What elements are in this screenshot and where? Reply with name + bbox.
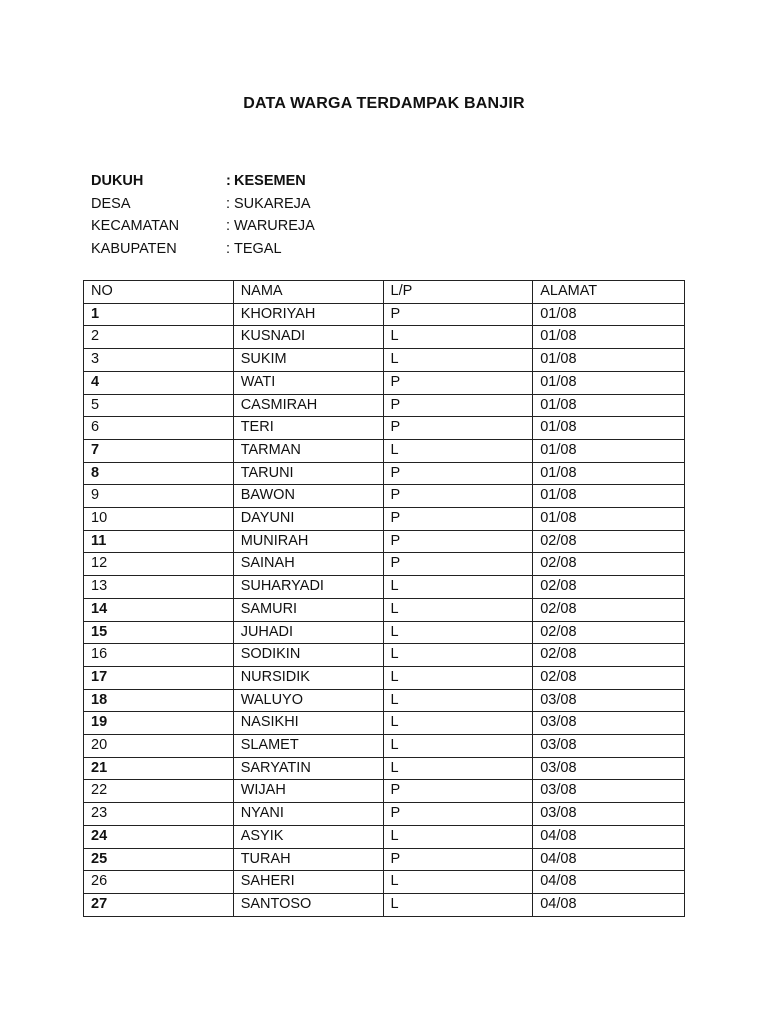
cell-no: 1	[84, 303, 234, 326]
cell-no: 18	[84, 689, 234, 712]
info-separator: :	[226, 218, 231, 234]
cell-alamat: 03/08	[533, 803, 685, 826]
info-row	[91, 215, 315, 238]
header-nama: NAMA	[233, 281, 383, 304]
header-no: NO	[84, 281, 234, 304]
cell-nama: DAYUNI	[233, 508, 383, 531]
cell-no: 5	[84, 394, 234, 417]
cell-lp: P	[383, 508, 533, 531]
cell-lp: L	[383, 349, 533, 372]
cell-alamat: 01/08	[533, 303, 685, 326]
cell-no: 22	[84, 780, 234, 803]
cell-alamat: 01/08	[533, 508, 685, 531]
header-lp: L/P	[383, 281, 533, 304]
cell-lp: P	[383, 394, 533, 417]
cell-nama: SARYATIN	[233, 757, 383, 780]
table-row	[84, 825, 685, 848]
table-row	[84, 530, 685, 553]
cell-nama: SLAMET	[233, 735, 383, 758]
cell-nama: JUHADI	[233, 621, 383, 644]
cell-nama: KHORIYAH	[233, 303, 383, 326]
cell-no: 20	[84, 735, 234, 758]
cell-nama: SUHARYADI	[233, 576, 383, 599]
cell-lp: L	[383, 439, 533, 462]
cell-nama: WIJAH	[233, 780, 383, 803]
cell-alamat: 02/08	[533, 553, 685, 576]
table-row	[84, 712, 685, 735]
cell-alamat: 04/08	[533, 893, 685, 916]
cell-lp: L	[383, 598, 533, 621]
cell-lp: L	[383, 326, 533, 349]
info-value: SUKAREJA	[234, 195, 311, 212]
cell-nama: ASYIK	[233, 825, 383, 848]
table-row	[84, 757, 685, 780]
cell-nama: MUNIRAH	[233, 530, 383, 553]
cell-no: 8	[84, 462, 234, 485]
info-value: TEGAL	[234, 240, 282, 257]
cell-alamat: 03/08	[533, 712, 685, 735]
info-row	[91, 193, 315, 216]
cell-lp: L	[383, 644, 533, 667]
cell-no: 15	[84, 621, 234, 644]
cell-lp: P	[383, 462, 533, 485]
info-label: DUKUH	[91, 173, 144, 189]
cell-lp: L	[383, 712, 533, 735]
cell-alamat: 02/08	[533, 576, 685, 599]
cell-alamat: 04/08	[533, 871, 685, 894]
cell-no: 7	[84, 439, 234, 462]
cell-lp: L	[383, 689, 533, 712]
cell-lp: P	[383, 780, 533, 803]
table-row	[84, 871, 685, 894]
table-row	[84, 349, 685, 372]
cell-lp: L	[383, 757, 533, 780]
info-row	[91, 170, 315, 193]
cell-lp: L	[383, 666, 533, 689]
table-row	[84, 485, 685, 508]
cell-no: 11	[84, 530, 234, 553]
cell-no: 2	[84, 326, 234, 349]
cell-no: 26	[84, 871, 234, 894]
table-row	[84, 303, 685, 326]
cell-alamat: 01/08	[533, 371, 685, 394]
cell-no: 23	[84, 803, 234, 826]
info-label: KECAMATAN	[91, 218, 180, 234]
cell-nama: SAINAH	[233, 553, 383, 576]
cell-lp: L	[383, 735, 533, 758]
table-row	[84, 848, 685, 871]
cell-lp: P	[383, 417, 533, 440]
residents-table	[83, 280, 685, 917]
table-row	[84, 598, 685, 621]
cell-nama: SANTOSO	[233, 893, 383, 916]
cell-alamat: 03/08	[533, 780, 685, 803]
cell-alamat: 01/08	[533, 326, 685, 349]
info-label: DESA	[91, 195, 131, 212]
cell-alamat: 04/08	[533, 825, 685, 848]
cell-alamat: 02/08	[533, 666, 685, 689]
cell-nama: NYANI	[233, 803, 383, 826]
cell-alamat: 01/08	[533, 394, 685, 417]
cell-lp: L	[383, 621, 533, 644]
cell-lp: P	[383, 803, 533, 826]
info-separator: :	[226, 195, 231, 212]
cell-nama: SUKIM	[233, 349, 383, 372]
cell-no: 19	[84, 712, 234, 735]
cell-nama: TURAH	[233, 848, 383, 871]
table-row	[84, 371, 685, 394]
table-row	[84, 394, 685, 417]
cell-alamat: 01/08	[533, 462, 685, 485]
cell-lp: L	[383, 893, 533, 916]
info-value: KESEMEN	[234, 173, 306, 189]
cell-nama: NURSIDIK	[233, 666, 383, 689]
cell-lp: P	[383, 530, 533, 553]
cell-no: 17	[84, 666, 234, 689]
table-row	[84, 417, 685, 440]
cell-nama: WATI	[233, 371, 383, 394]
cell-alamat: 01/08	[533, 349, 685, 372]
cell-nama: TARMAN	[233, 439, 383, 462]
cell-nama: NASIKHI	[233, 712, 383, 735]
cell-no: 14	[84, 598, 234, 621]
info-label: KABUPATEN	[91, 240, 177, 257]
table-body	[84, 303, 685, 916]
cell-alamat: 01/08	[533, 439, 685, 462]
table-row	[84, 508, 685, 531]
cell-nama: CASMIRAH	[233, 394, 383, 417]
table-row	[84, 666, 685, 689]
table-row	[84, 803, 685, 826]
table-row	[84, 326, 685, 349]
cell-alamat: 03/08	[533, 689, 685, 712]
location-info	[91, 170, 315, 260]
table-row	[84, 439, 685, 462]
table-row	[84, 553, 685, 576]
cell-no: 9	[84, 485, 234, 508]
cell-nama: WALUYO	[233, 689, 383, 712]
cell-alamat: 03/08	[533, 735, 685, 758]
table-row	[84, 893, 685, 916]
cell-lp: L	[383, 576, 533, 599]
cell-lp: P	[383, 848, 533, 871]
cell-lp: P	[383, 303, 533, 326]
table-row	[84, 621, 685, 644]
table-row	[84, 735, 685, 758]
cell-no: 25	[84, 848, 234, 871]
cell-alamat: 01/08	[533, 417, 685, 440]
table-row	[84, 780, 685, 803]
cell-no: 6	[84, 417, 234, 440]
cell-no: 21	[84, 757, 234, 780]
info-separator: :	[226, 173, 231, 189]
cell-lp: L	[383, 871, 533, 894]
table-row	[84, 689, 685, 712]
cell-nama: TARUNI	[233, 462, 383, 485]
header-alamat: ALAMAT	[533, 281, 685, 304]
cell-nama: SODIKIN	[233, 644, 383, 667]
cell-alamat: 04/08	[533, 848, 685, 871]
info-value: WARUREJA	[234, 218, 315, 234]
cell-alamat: 03/08	[533, 757, 685, 780]
document-title: DATA WARGA TERDAMPAK BANJIR	[243, 95, 525, 112]
info-row	[91, 238, 315, 261]
cell-nama: KUSNADI	[233, 326, 383, 349]
cell-lp: P	[383, 553, 533, 576]
table-row	[84, 576, 685, 599]
cell-no: 12	[84, 553, 234, 576]
cell-alamat: 02/08	[533, 530, 685, 553]
cell-nama: TERI	[233, 417, 383, 440]
info-separator: :	[226, 240, 231, 257]
table-row	[84, 462, 685, 485]
cell-no: 27	[84, 893, 234, 916]
cell-alamat: 02/08	[533, 598, 685, 621]
cell-no: 24	[84, 825, 234, 848]
table-header-row	[84, 281, 685, 304]
cell-nama: SAMURI	[233, 598, 383, 621]
cell-alamat: 02/08	[533, 644, 685, 667]
cell-lp: L	[383, 825, 533, 848]
cell-no: 3	[84, 349, 234, 372]
cell-nama: BAWON	[233, 485, 383, 508]
cell-lp: P	[383, 371, 533, 394]
cell-no: 13	[84, 576, 234, 599]
cell-no: 4	[84, 371, 234, 394]
cell-no: 10	[84, 508, 234, 531]
cell-nama: SAHERI	[233, 871, 383, 894]
cell-no: 16	[84, 644, 234, 667]
cell-alamat: 01/08	[533, 485, 685, 508]
cell-lp: P	[383, 485, 533, 508]
table-row	[84, 644, 685, 667]
cell-alamat: 02/08	[533, 621, 685, 644]
